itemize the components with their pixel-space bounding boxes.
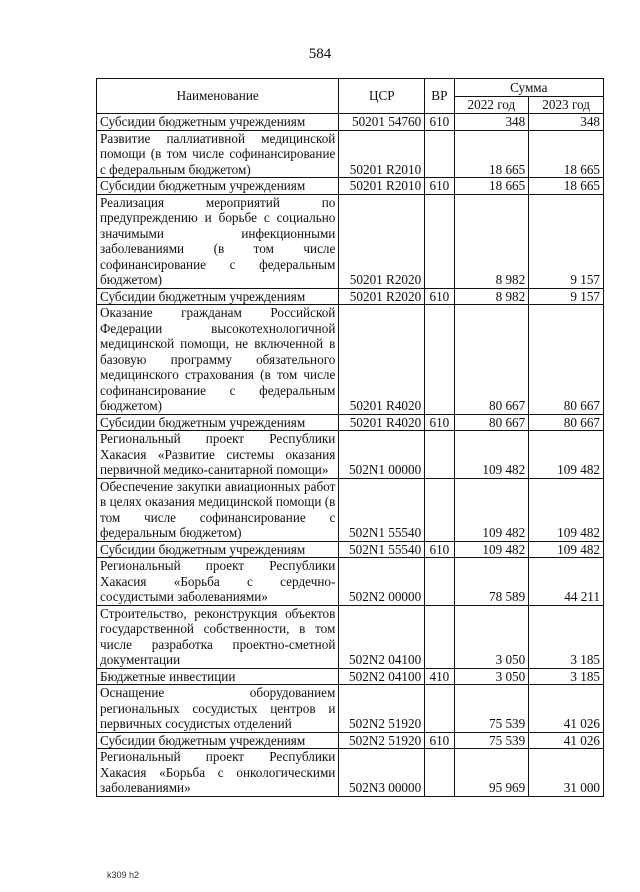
row-csr: 502N1 55540 (339, 541, 425, 558)
row-name: Оказание гражданам Российской Федерации высокотехнологичной медицинской помощи, не включенной в базовую программу обязательного медицинского страхования (в том числе софинансирование с федеральным бюджетом) (97, 305, 339, 415)
row-sum-2022: 18 665 (454, 178, 529, 195)
row-name: Обеспечение закупки авиационных работ в целях оказания медицинской помощи (в том числе софинансирование с федеральным бюджетом) (97, 478, 339, 541)
row-sum-2023: 41 026 (529, 732, 604, 749)
row-sum-2022: 348 (454, 114, 529, 131)
row-name: Субсидии бюджетным учреждениям (97, 178, 339, 195)
row-vr: 610 (425, 541, 454, 558)
row-sum-2023: 109 482 (529, 431, 604, 479)
row-sum-2022: 75 539 (454, 732, 529, 749)
table-row (97, 431, 604, 479)
row-name: Региональный проект Республики Хакасия «Борьба с онкологическими заболеваниями» (97, 749, 339, 797)
row-csr: 502N2 51920 (339, 732, 425, 749)
row-vr (425, 305, 454, 415)
row-sum-2023: 9 157 (529, 194, 604, 288)
row-sum-2022: 109 482 (454, 478, 529, 541)
row-name: Субсидии бюджетным учреждениям (97, 732, 339, 749)
page-number: 584 (308, 46, 332, 62)
row-csr: 502N2 51920 (339, 685, 425, 733)
row-vr: 610 (425, 288, 454, 305)
row-vr: 610 (425, 178, 454, 195)
row-sum-2023: 9 157 (529, 288, 604, 305)
table-row (97, 114, 604, 131)
row-sum-2023: 31 000 (529, 749, 604, 797)
row-sum-2023: 80 667 (529, 305, 604, 415)
header-sum: Сумма (454, 79, 604, 97)
row-sum-2023: 18 665 (529, 178, 604, 195)
table-body (97, 114, 604, 797)
row-csr: 502N2 00000 (339, 558, 425, 606)
row-sum-2022: 8 982 (454, 194, 529, 288)
row-sum-2022: 3 050 (454, 668, 529, 685)
row-name: Региональный проект Республики Хакасия «Борьба с сердечно-сосудистыми заболеваниями» (97, 558, 339, 606)
row-vr: 610 (425, 114, 454, 131)
table-row (97, 194, 604, 288)
row-sum-2022: 75 539 (454, 685, 529, 733)
row-vr (425, 749, 454, 797)
row-vr (425, 478, 454, 541)
table-row (97, 558, 604, 606)
row-csr: 50201 54760 (339, 114, 425, 131)
table-row (97, 732, 604, 749)
row-sum-2022: 8 982 (454, 288, 529, 305)
row-csr: 502N1 00000 (339, 431, 425, 479)
row-csr: 50201 R2020 (339, 194, 425, 288)
header-vr: ВР (425, 79, 454, 114)
row-name: Региональный проект Республики Хакасия «Развитие системы оказания первичной медико-санитарной помощи» (97, 431, 339, 479)
table-row (97, 414, 604, 431)
header-name: Наименование (97, 79, 339, 114)
row-name: Субсидии бюджетным учреждениям (97, 414, 339, 431)
row-csr: 50201 R2020 (339, 288, 425, 305)
row-sum-2023: 18 665 (529, 130, 604, 178)
row-name: Субсидии бюджетным учреждениям (97, 541, 339, 558)
table-row (97, 605, 604, 668)
row-sum-2023: 3 185 (529, 605, 604, 668)
header-year-2023: 2023 год (529, 96, 604, 114)
table-row (97, 685, 604, 733)
header-row (97, 79, 604, 97)
row-vr (425, 130, 454, 178)
row-sum-2023: 348 (529, 114, 604, 131)
row-name: Субсидии бюджетным учреждениям (97, 114, 339, 131)
row-sum-2023: 109 482 (529, 478, 604, 541)
row-sum-2022: 95 969 (454, 749, 529, 797)
row-name: Развитие паллиативной медицинской помощи (в том числе софинансирование с федеральным бюджетом) (97, 130, 339, 178)
row-csr: 50201 R2010 (339, 178, 425, 195)
row-name: Субсидии бюджетным учреждениям (97, 288, 339, 305)
row-name: Бюджетные инвестиции (97, 668, 339, 685)
row-sum-2023: 3 185 (529, 668, 604, 685)
footer-code: k309 h2 (107, 870, 140, 880)
budget-table (96, 78, 604, 797)
table-row (97, 668, 604, 685)
row-csr: 502N2 04100 (339, 668, 425, 685)
row-csr: 50201 R4020 (339, 414, 425, 431)
row-csr: 502N3 00000 (339, 749, 425, 797)
row-sum-2022: 109 482 (454, 431, 529, 479)
table-row (97, 749, 604, 797)
row-vr (425, 194, 454, 288)
row-sum-2022: 80 667 (454, 305, 529, 415)
row-sum-2023: 109 482 (529, 541, 604, 558)
row-vr (425, 558, 454, 606)
row-sum-2023: 41 026 (529, 685, 604, 733)
table-row (97, 541, 604, 558)
row-name: Оснащение оборудованием региональных сосудистых центров и первичных сосудистых отделений (97, 685, 339, 733)
row-name: Строительство, реконструкция объектов государственной собственности, в том числе разработка проектно-сметной документации (97, 605, 339, 668)
row-vr: 610 (425, 414, 454, 431)
header-csr: ЦСР (339, 79, 425, 114)
row-sum-2023: 44 211 (529, 558, 604, 606)
row-csr: 50201 R2010 (339, 130, 425, 178)
row-name: Реализация мероприятий по предупреждению и борьбе с социально значимыми инфекционными заболеваниями (в том числе софинансирование с федеральным бюджетом) (97, 194, 339, 288)
table-row (97, 178, 604, 195)
header-year-2022: 2022 год (454, 96, 529, 114)
table-row (97, 130, 604, 178)
row-vr (425, 685, 454, 733)
row-sum-2023: 80 667 (529, 414, 604, 431)
row-sum-2022: 78 589 (454, 558, 529, 606)
row-sum-2022: 18 665 (454, 130, 529, 178)
row-csr: 502N1 55540 (339, 478, 425, 541)
table-row (97, 478, 604, 541)
row-sum-2022: 109 482 (454, 541, 529, 558)
row-sum-2022: 3 050 (454, 605, 529, 668)
row-vr: 610 (425, 732, 454, 749)
row-vr (425, 431, 454, 479)
row-csr: 50201 R4020 (339, 305, 425, 415)
row-vr: 410 (425, 668, 454, 685)
table-row (97, 288, 604, 305)
row-vr (425, 605, 454, 668)
row-sum-2022: 80 667 (454, 414, 529, 431)
table-row (97, 305, 604, 415)
row-csr: 502N2 04100 (339, 605, 425, 668)
